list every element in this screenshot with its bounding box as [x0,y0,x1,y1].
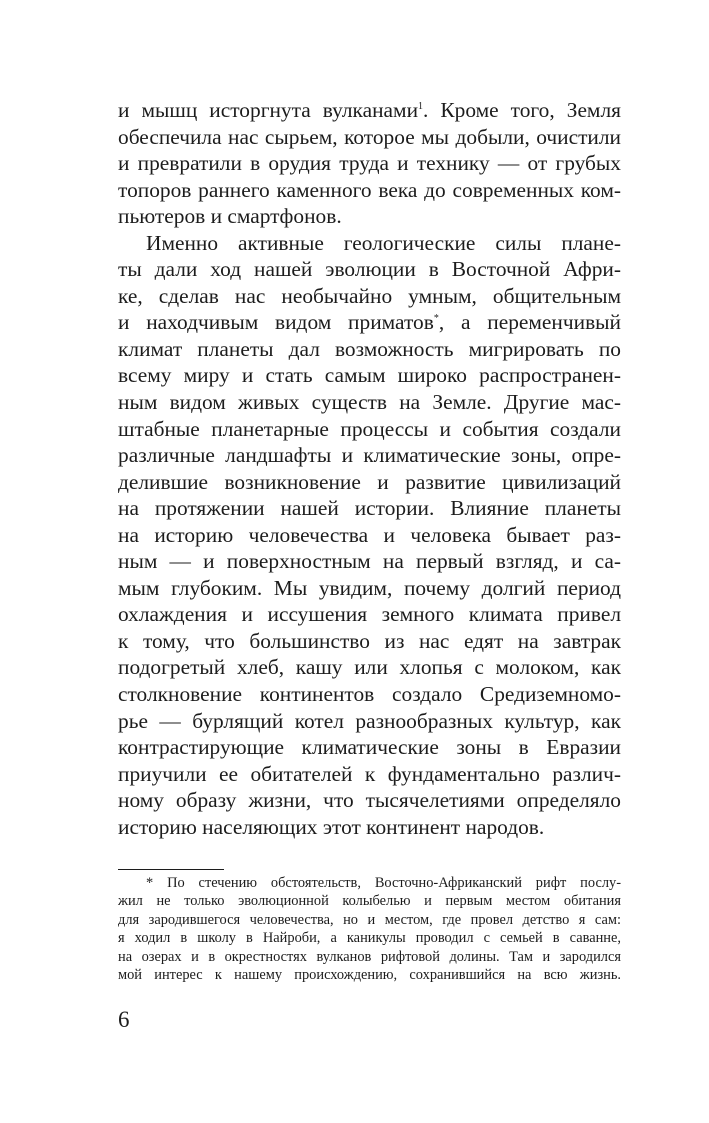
footnote [118,874,621,984]
endnote-marker: 1 [418,100,424,112]
text-line: обеспечила нас сырьем, которое мы добыли, очистили [118,124,621,149]
page-number: 6 [118,1007,130,1032]
footnote-line: на озерах и в окрестностях вулканов рифтовой долины. Там и зародился [118,948,621,965]
footnote-line: я ходил в школу в Найроби, а каникулы проводил с семьей в саванне, [118,930,621,947]
text-line: климат планеты дал возможность мигрировать по [118,336,621,361]
text-line: историю населяющих этот континент народов. [118,814,545,839]
footnote-line: жил не только эволюционной колыбелью и первым местом обитания [118,893,621,910]
text-line: к тому, что большинство из нас едят на завтрак [118,628,621,653]
footnote-divider [118,869,224,870]
main-text [118,97,621,840]
text-line: Именно активные геологические силы плане- [146,230,621,255]
text-line: штабные планетарные процессы и события создали [118,416,621,441]
text-line: приучили ее обитателей к фундаментально различ- [118,761,621,786]
text-line: рье — бурлящий котел разнообразных культур, как [118,708,621,733]
text-line: ным видом живых существ на Земле. Другие мас- [118,390,621,415]
text-line: топоров раннего каменного века до современных ком- [118,177,621,202]
footnote-line: * По стечению обстоятельств, Восточно-Африканский рифт послу- [146,875,621,891]
text-line: и мышц исторгнута вулканами$^1$. Кроме того, Земля [118,98,621,122]
text-line: подогретый хлеб, кашу или хлопья с молоком, как [118,655,621,680]
text-line: пьютеров и смартфонов. [118,204,342,229]
text-line: мым глубоким. Мы увидим, почему долгий период [118,575,621,600]
footnote-marker: * [146,875,154,891]
text-line: различные ландшафты и климатические зоны, опре- [118,443,621,468]
text-line: делившие возникновение и развитие цивилизаций [118,469,621,494]
footnote-line: для зародившегося человечества, но и местом, где провел детство я сам: [118,911,621,928]
text-line: ке, сделав нас необычайно умным, общительным [118,283,621,308]
text-line: столкновение континентов создало Средиземномо- [118,682,621,707]
text-line: контрастирующие климатические зоны в Евразии [118,735,621,760]
text-line: и превратили в орудия труда и технику — от грубых [118,151,621,176]
footnote-line: мой интерес к нашему происхождению, сохранившийся на всю жизнь. [118,966,621,983]
text-line: ты дали ход нашей эволюции в Восточной Афри- [118,257,621,282]
text-line: охлаждения и иссушения земного климата привел [118,602,621,627]
footnote-marker: * [433,313,439,325]
text-line: ному образу жизни, что тысячелетиями определяло [118,788,621,813]
text-line: на протяжении нашей истории. Влияние планеты [118,496,621,521]
text-line: ным — и поверхностным на первый взгляд, и са- [118,549,621,574]
text-line: всему миру и стать самым широко распространен- [118,363,621,388]
text-line: на историю человечества и человека бывает раз- [118,522,621,547]
text-line: и находчивым видом приматов*, а переменчивый [118,310,621,335]
